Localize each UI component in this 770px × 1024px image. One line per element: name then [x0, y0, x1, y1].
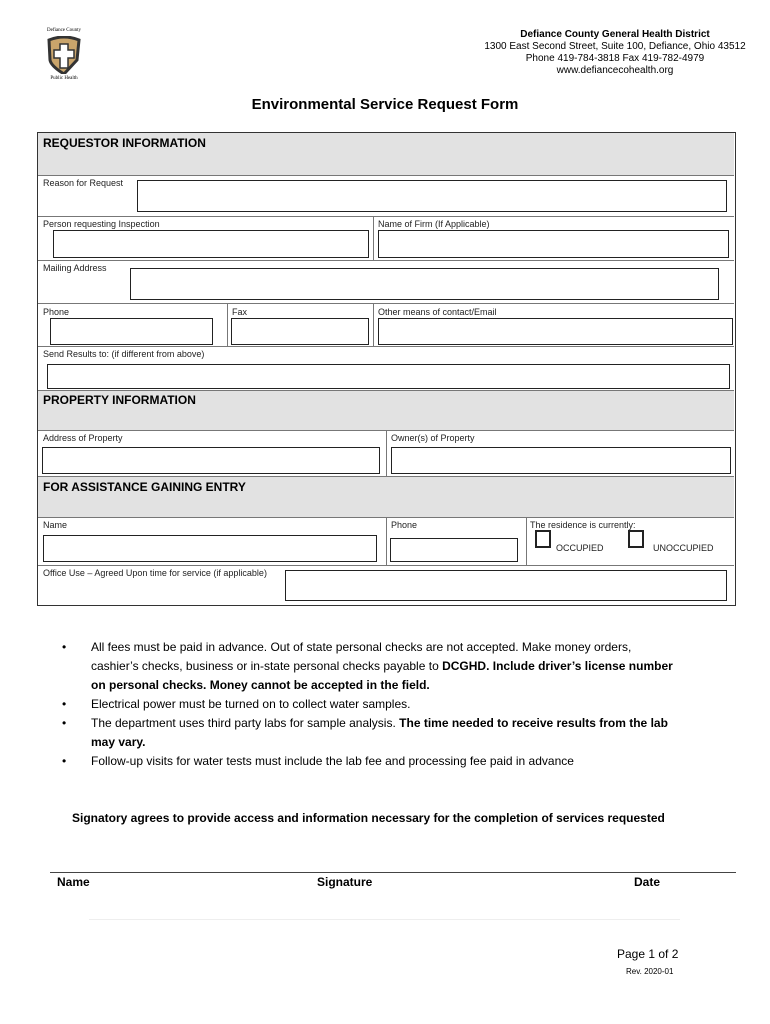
property-address-label: Address of Property	[43, 433, 123, 443]
person-label: Person requesting Inspection	[43, 219, 160, 229]
fax-label: Fax	[232, 307, 248, 317]
note-text: All fees must be paid in advance. Out of state personal checks are not accepted. Make money orders, cashier’s checks, business or in-state personal checks payable to	[91, 640, 632, 673]
entry-phone-label: Phone	[391, 520, 418, 530]
reason-input[interactable]	[137, 180, 727, 212]
note-text: The department uses third party labs for sample analysis.	[91, 716, 400, 730]
org-address: 1300 East Second Street, Suite 100, Defiance, Ohio 43512	[484, 41, 746, 52]
note-text: Electrical power must be turned on to collect water samples.	[91, 697, 411, 711]
send-results-input[interactable]	[47, 364, 730, 389]
note-item: • The department uses third party labs for sample analysis. The time needed to receive results from the lab may vary.	[62, 716, 668, 749]
firm-label: Name of Firm (If Applicable)	[378, 219, 490, 229]
requestor-heading: REQUESTOR INFORMATION	[43, 136, 206, 150]
mailing-label: Mailing Address	[43, 263, 107, 273]
org-website: www.defiancecohealth.org	[556, 65, 674, 76]
office-use-label: Office Use – Agreed Upon time for service (if applicable)	[43, 568, 267, 578]
note-bold-text: DCGHD. Include driver’s license number on personal checks. Money cannot be accepted in the field.	[91, 659, 673, 692]
owners-label: Owner(s) of Property	[391, 433, 475, 443]
sign-name-label: Name	[57, 875, 90, 889]
entry-name-label: Name	[43, 520, 68, 530]
note-item: • All fees must be paid in advance. Out of state personal checks are not accepted. Make money orders, cashier’s checks, business or in-state personal checks payable to DCGHD. Include driver’s license number on personal checks. Money cannot be accepted in the field.	[62, 640, 673, 692]
phone-input[interactable]	[50, 318, 213, 345]
property-address-input[interactable]	[42, 447, 380, 474]
unoccupied-checkbox[interactable]	[628, 530, 644, 548]
note-bold-text: The time needed to receive results from the lab may vary.	[91, 716, 668, 749]
person-input[interactable]	[53, 230, 369, 258]
residence-label: The residence is currently:	[530, 520, 636, 530]
entry-name-input[interactable]	[43, 535, 377, 562]
note-item: • Follow-up visits for water tests must include the lab fee and processing fee paid in advance	[62, 754, 574, 768]
other-contact-input[interactable]	[378, 318, 733, 345]
note-item: • Electrical power must be turned on to collect water samples.	[62, 697, 411, 711]
logo: Defiance County Public Health	[46, 28, 82, 81]
page-number: Page 1 of 2	[617, 947, 679, 961]
revision: Rev. 2020-01	[626, 967, 674, 976]
reason-label: Reason for Request	[43, 178, 124, 188]
org-phone-fax: Phone 419-784-3818 Fax 419-782-4979	[525, 53, 705, 64]
office-use-input[interactable]	[285, 570, 727, 601]
occupied-label: OCCUPIED	[556, 543, 604, 553]
property-heading: PROPERTY INFORMATION	[43, 393, 196, 407]
date-label: Date	[634, 875, 661, 889]
signature-label: Signature	[317, 875, 373, 889]
org-name: Defiance County General Health District	[520, 29, 710, 40]
firm-input[interactable]	[378, 230, 729, 258]
signatory-statement: Signatory agrees to provide access and information necessary for the completion of services requested	[72, 811, 665, 825]
fax-input[interactable]	[231, 318, 369, 345]
occupied-checkbox[interactable]	[535, 530, 551, 548]
notes-list	[62, 638, 682, 771]
entry-phone-input[interactable]	[390, 538, 518, 562]
entry-heading: FOR ASSISTANCE GAINING ENTRY	[43, 480, 246, 494]
send-results-label: Send Results to: (if different from above)	[43, 349, 205, 359]
owners-input[interactable]	[391, 447, 731, 474]
other-contact-label: Other means of contact/Email	[378, 307, 497, 317]
shield-cross-icon	[46, 36, 82, 74]
phone-label: Phone	[43, 307, 70, 317]
mailing-input[interactable]	[130, 268, 719, 300]
unoccupied-label: UNOCCUPIED	[653, 543, 714, 553]
note-text: Follow-up visits for water tests must include the lab fee and processing fee paid in advance	[91, 754, 574, 768]
form-title: Environmental Service Request Form	[251, 96, 519, 113]
